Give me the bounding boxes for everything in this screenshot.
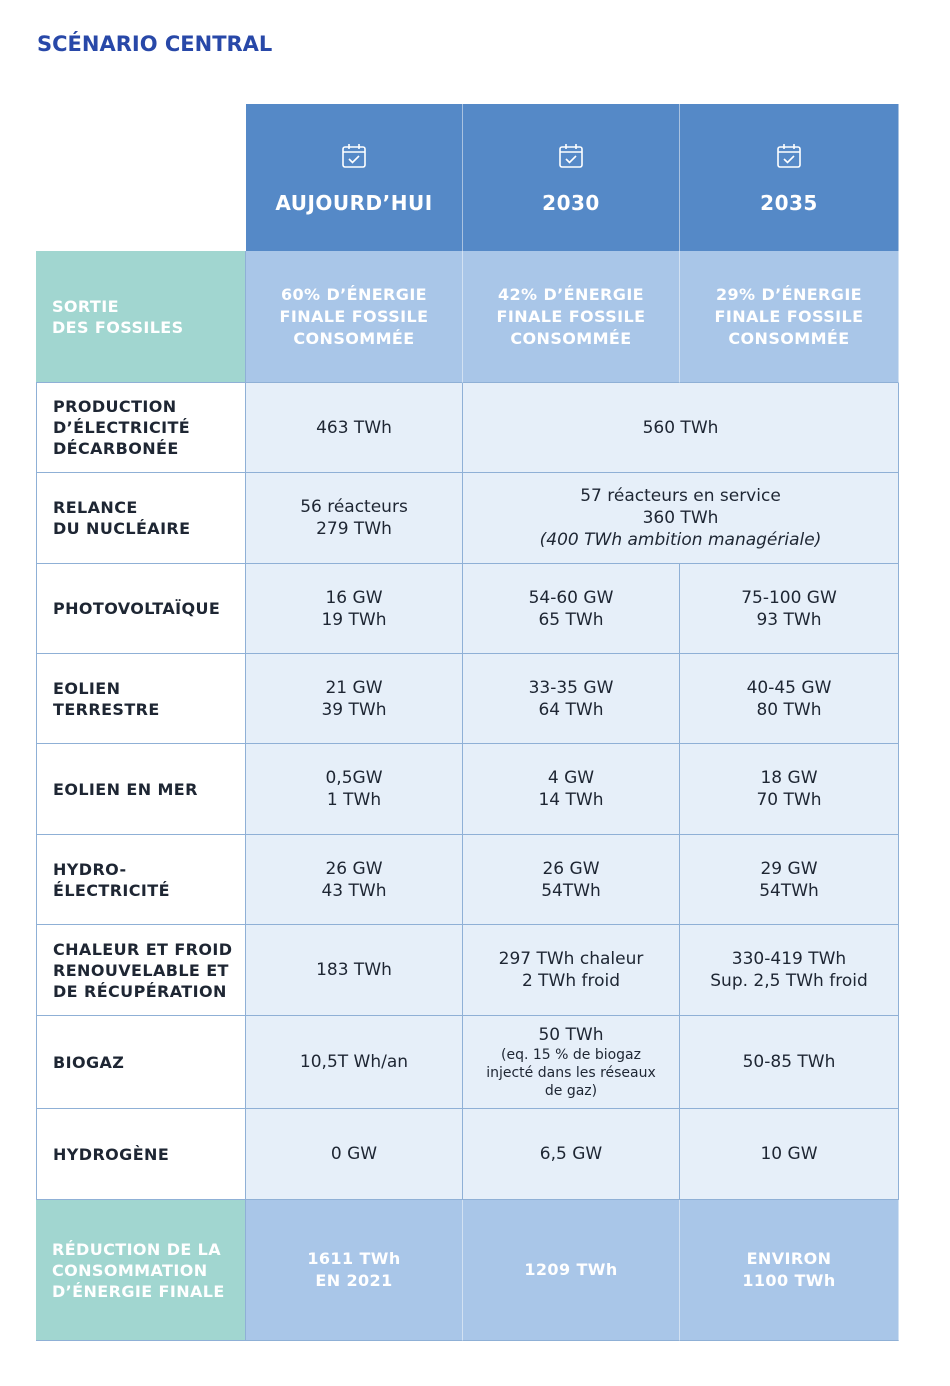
column-header-2030 <box>463 104 680 251</box>
biogaz-2035 <box>680 1016 899 1109</box>
cell-line: 70 TWh <box>756 790 822 810</box>
cell-line: 330-419 TWh <box>731 949 847 969</box>
row-label-line: ÉLECTRICITÉ <box>53 880 170 900</box>
biogaz-today <box>246 1016 463 1109</box>
row-label-line: RELANCE <box>53 498 138 517</box>
cell-line: 26 GW <box>325 858 383 879</box>
eolien-mer-2030 <box>463 744 680 835</box>
cell-line: FINALE FOSSILE <box>714 306 864 326</box>
row-label-line: HYDRO- <box>53 859 127 879</box>
reduction-2035 <box>680 1200 899 1341</box>
cell-line: 279 TWh <box>316 519 392 539</box>
row-label-line: D’ÉLECTRICITÉ <box>53 418 191 437</box>
cell-line: 29% D’ÉNERGIE <box>715 284 862 304</box>
row-label-line: DES FOSSILES <box>52 317 184 337</box>
cell-line: 6,5 GW <box>539 1144 603 1164</box>
calendar-check-icon <box>340 142 368 170</box>
row-label-fossiles <box>36 251 246 383</box>
cell-line: 33-35 GW <box>528 677 614 698</box>
row-label-line: EOLIEN <box>53 678 121 698</box>
cell-line: 64 TWh <box>538 699 604 720</box>
cell-line: 18 GW <box>760 768 818 788</box>
cell-note: (400 TWh ambition managériale) <box>539 530 822 550</box>
row-label-line: CHALEUR ET FROID <box>53 939 233 959</box>
photovoltaique-today <box>246 564 463 654</box>
cell-line: 1100 TWh <box>742 1271 836 1290</box>
cell-line: FINALE FOSSILE <box>279 306 429 326</box>
reduction-today <box>246 1200 463 1341</box>
cell-note: de gaz) <box>544 1083 598 1099</box>
eolien-terrestre-2030 <box>463 654 680 744</box>
cell-line: 50-85 TWh <box>742 1052 836 1072</box>
row-label-line: DE RÉCUPÉRATION <box>53 981 227 1001</box>
cell-line: 0 GW <box>330 1144 378 1164</box>
production-future: 560 TWh <box>463 383 899 473</box>
cell-line: 1611 TWh <box>307 1249 401 1268</box>
row-label-line: DU NUCLÉAIRE <box>53 519 191 538</box>
cell-line: 21 GW <box>325 677 383 698</box>
calendar-check-icon <box>557 142 585 170</box>
eolien-mer-2035 <box>680 744 899 835</box>
eolien-terrestre-today <box>246 654 463 744</box>
row-label-line: PHOTOVOLTAÏQUE <box>53 599 221 618</box>
chaleur-2030 <box>463 925 680 1016</box>
row-label-chaleur <box>36 925 246 1016</box>
cell-line: 0,5GW <box>325 768 383 788</box>
photovoltaique-2030 <box>463 564 680 654</box>
cell-line: 40-45 GW <box>746 677 832 698</box>
hydrogene-2035 <box>680 1109 899 1200</box>
cell-line: 1 TWh <box>326 790 382 810</box>
cell-line: 39 TWh <box>321 699 387 720</box>
column-header-label: 2035 <box>760 190 818 215</box>
cell-line: 50 TWh <box>538 1025 604 1045</box>
row-label-line: SORTIE <box>52 296 119 316</box>
cell-line: 19 TWh <box>321 609 387 630</box>
cell-line: 14 TWh <box>538 790 604 810</box>
cell-line: 1209 TWh <box>524 1260 618 1279</box>
cell-line: 360 TWh <box>642 508 719 528</box>
row-label-biogaz <box>36 1016 246 1109</box>
cell-line: 26 GW <box>542 858 600 879</box>
cell-line: Sup. 2,5 TWh froid <box>710 971 868 991</box>
column-header-today <box>246 104 463 251</box>
fossiles-2030 <box>463 251 680 383</box>
row-label-line: RENOUVELABLE ET <box>53 960 229 980</box>
scenario-table <box>36 104 899 1341</box>
nucleaire-today <box>246 473 463 564</box>
cell-line: 60% D’ÉNERGIE <box>280 284 427 304</box>
cell-line: 54TWh <box>759 880 819 901</box>
row-label-line: PRODUCTION <box>53 397 177 416</box>
row-label-line: TERRESTRE <box>53 699 160 719</box>
row-label-line: RÉDUCTION DE LA <box>52 1239 222 1259</box>
cell-line: 29 GW <box>760 858 818 879</box>
nucleaire-future <box>463 473 899 564</box>
row-label-line: CONSOMMATION <box>52 1260 208 1280</box>
cell-line: CONSOMMÉE <box>728 328 850 348</box>
row-label-production <box>36 383 246 473</box>
cell-line: 65 TWh <box>538 609 604 630</box>
cell-line: 54TWh <box>541 880 601 901</box>
fossiles-today <box>246 251 463 383</box>
cell-line: 183 TWh <box>316 960 392 980</box>
cell-line: 10 GW <box>760 1144 818 1164</box>
column-header-2035 <box>680 104 899 251</box>
cell-line: CONSOMMÉE <box>293 328 415 348</box>
cell-line: 56 réacteurs <box>300 497 408 517</box>
row-label-line: D’ÉNERGIE FINALE <box>52 1281 225 1301</box>
row-label-line: EOLIEN EN MER <box>53 779 198 799</box>
hydro-today <box>246 835 463 925</box>
cell-line: 75-100 GW <box>741 587 837 608</box>
photovoltaique-2035 <box>680 564 899 654</box>
row-label-eolien-mer <box>36 744 246 835</box>
row-label-line: DÉCARBONÉE <box>53 439 179 458</box>
eolien-terrestre-2035 <box>680 654 899 744</box>
cell-note: (eq. 15 % de biogaz <box>501 1047 641 1063</box>
hydrogene-today <box>246 1109 463 1200</box>
calendar-check-icon <box>775 142 803 170</box>
production-today: 463 TWh <box>246 383 463 473</box>
hydro-2035 <box>680 835 899 925</box>
biogaz-2030 <box>463 1016 680 1109</box>
cell-line: 2 TWh froid <box>521 971 621 991</box>
cell-line: FINALE FOSSILE <box>496 306 646 326</box>
cell-line: 43 TWh <box>321 880 387 901</box>
cell-line: 93 TWh <box>756 609 822 630</box>
cell-line: 16 GW <box>325 587 383 608</box>
cell-line: 54-60 GW <box>528 587 614 608</box>
row-label-reduction <box>36 1200 246 1341</box>
row-label-hydro <box>36 835 246 925</box>
row-label-line: BIOGAZ <box>53 1052 125 1072</box>
reduction-2030 <box>463 1200 680 1341</box>
cell-line: 297 TWh chaleur <box>498 949 644 969</box>
cell-note: injecté dans les réseaux <box>486 1065 656 1081</box>
fossiles-2035 <box>680 251 899 383</box>
cell-line: 42% D’ÉNERGIE <box>497 284 644 304</box>
cell-line: ENVIRON <box>746 1249 832 1268</box>
row-label-eolien-terrestre <box>36 654 246 744</box>
row-label-line: HYDROGÈNE <box>53 1144 170 1164</box>
row-label-hydrogene <box>36 1109 246 1200</box>
row-label-photovoltaique <box>36 564 246 654</box>
table-corner <box>36 104 246 251</box>
cell-line: 57 réacteurs en service <box>580 486 781 506</box>
chaleur-2035 <box>680 925 899 1016</box>
cell-line: 10,5T Wh/an <box>299 1052 409 1072</box>
cell-line: EN 2021 <box>315 1271 393 1290</box>
column-header-label: AUJOURD’HUI <box>275 190 433 215</box>
cell-line: 4 GW <box>547 768 595 788</box>
eolien-mer-today <box>246 744 463 835</box>
chaleur-today <box>246 925 463 1016</box>
column-header-label: 2030 <box>542 190 600 215</box>
cell-line: 80 TWh <box>756 699 822 720</box>
hydrogene-2030 <box>463 1109 680 1200</box>
row-label-nucleaire <box>36 473 246 564</box>
page-title: SCÉNARIO CENTRAL <box>37 32 273 56</box>
hydro-2030 <box>463 835 680 925</box>
cell-line: CONSOMMÉE <box>510 328 632 348</box>
